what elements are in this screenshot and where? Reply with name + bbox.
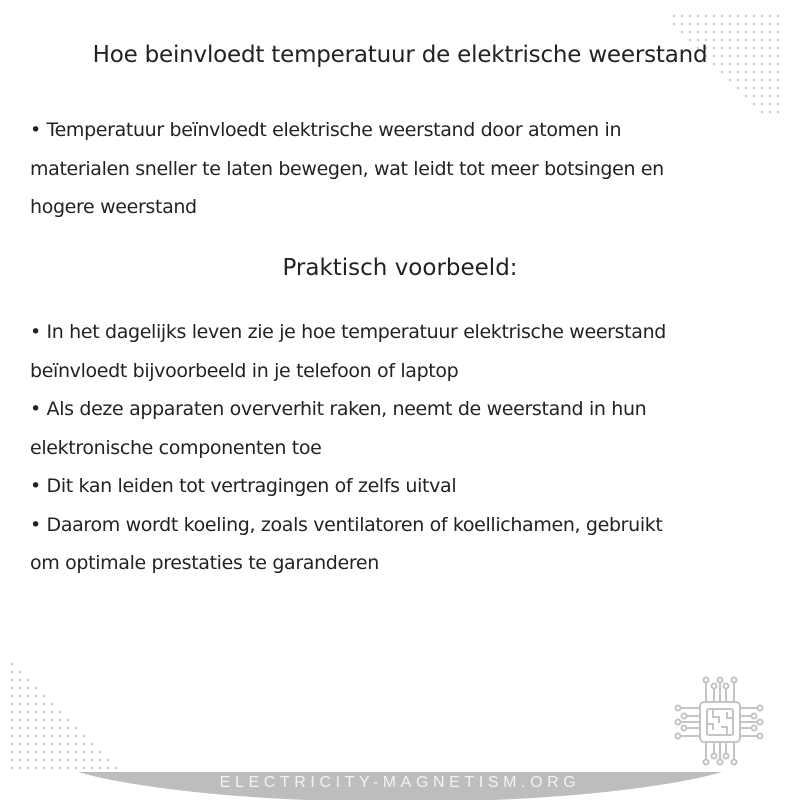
text-line: hogere weerstand	[30, 196, 197, 218]
list-item: • Als deze apparaten oververhit raken, neemt de weerstand in hun	[30, 398, 647, 420]
page-title: Hoe beinvloedt temperatuur de elektrische weerstand	[92, 42, 708, 68]
dot-pattern-bottom-left	[0, 650, 130, 780]
list-item: • Daarom wordt koeling, zoals ventilatoren of koellichamen, gebruikt	[30, 513, 663, 536]
intro-paragraph	[30, 111, 664, 227]
list-item: • In het dagelijks leven zie je hoe temperatuur elektrische weerstand	[30, 321, 666, 343]
list-item-continuation: beïnvloedt bijvoorbeeld in je telefoon of laptop	[30, 359, 459, 382]
text-line: materialen sneller te laten bewegen, wat leidt tot meer botsingen en	[30, 157, 664, 180]
example-list	[30, 313, 666, 583]
section-heading: Praktisch voorbeeld:	[282, 255, 518, 281]
footer-website: ELECTRICITY-MAGNETISM.ORG	[219, 774, 581, 791]
microchip-icon	[672, 674, 768, 770]
text-line: • Temperatuur beïnvloedt elektrische weerstand door atomen in	[30, 119, 622, 141]
list-item-continuation: om optimale prestaties te garanderen	[30, 552, 379, 574]
list-item-continuation: elektronische componenten toe	[30, 436, 322, 459]
list-item: • Dit kan leiden tot vertragingen of zelfs uitval	[30, 475, 457, 497]
